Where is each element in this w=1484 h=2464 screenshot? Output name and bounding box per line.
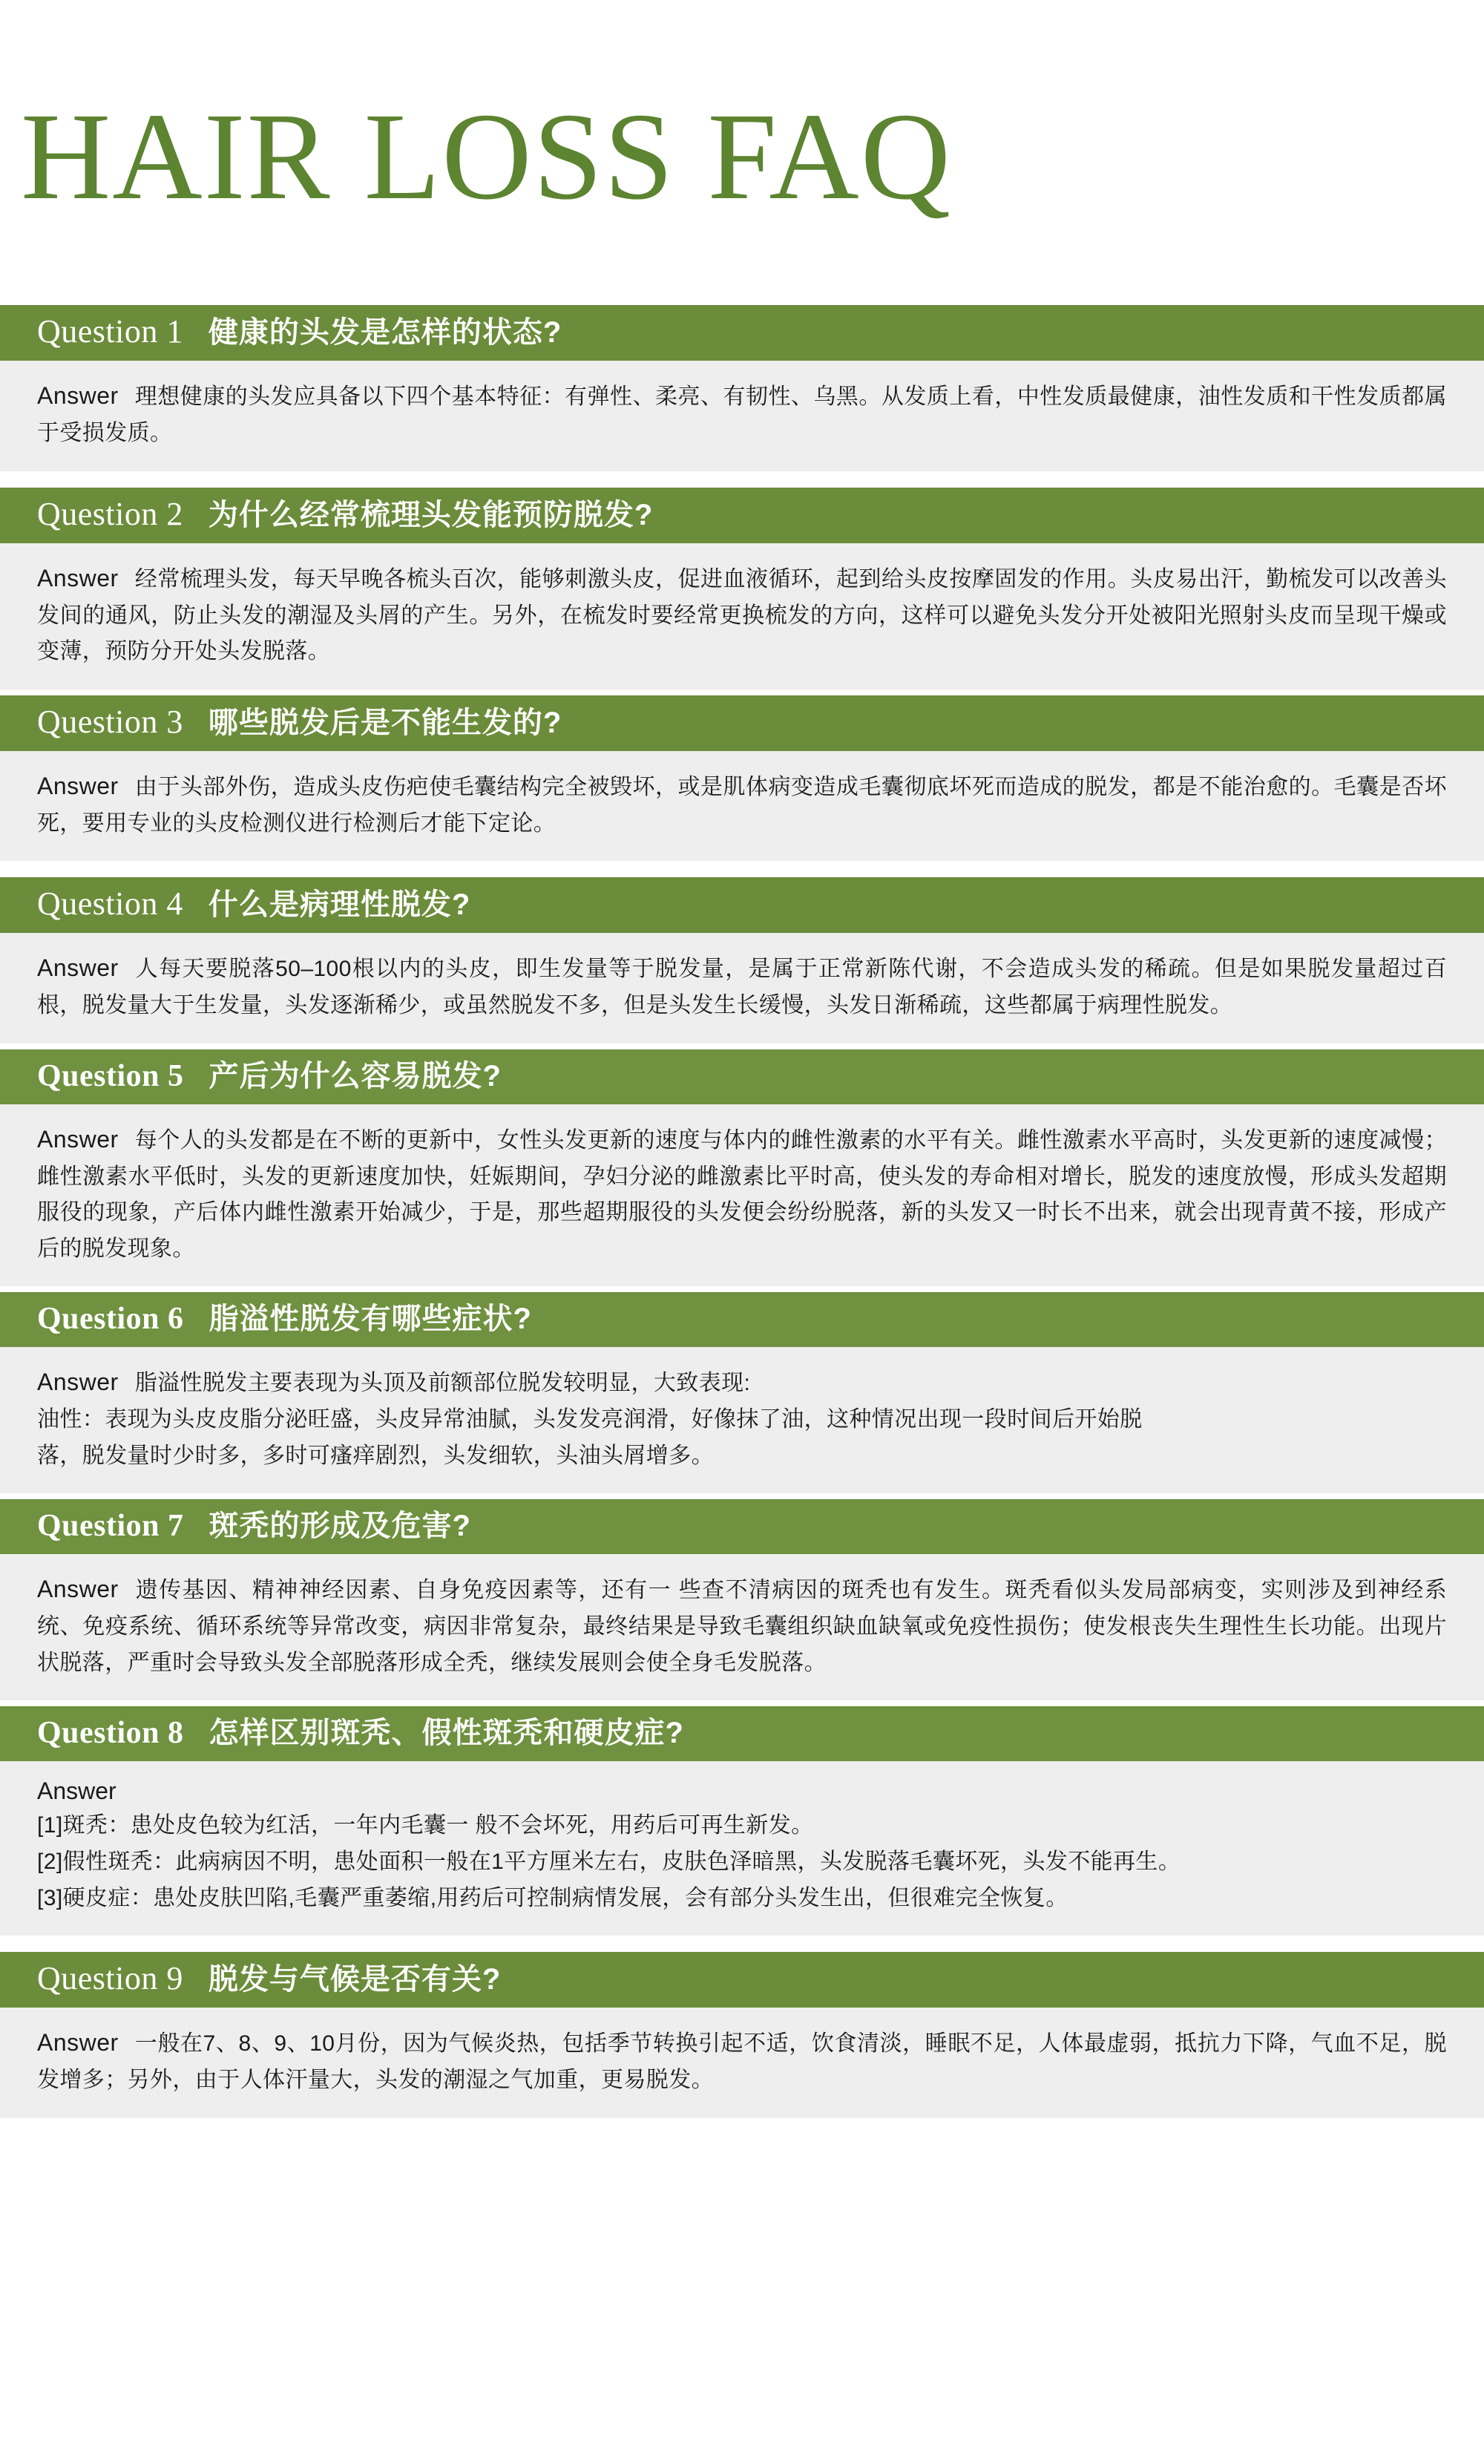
- answer-block-4: [0, 933, 1484, 1043]
- question-text: 脱发与气候是否有关?: [208, 1963, 502, 1996]
- answer-label: Answer: [37, 1576, 119, 1603]
- answer-text: 一般在7、8、9、10月份，因为气候炎热，包括季节转换引起不适，饮食清淡，睡眠不足，人体最虚弱，抵抗力下降，气血不足，脱发增多；另外，由于人体汗量大，头发的潮湿之气加重，更易脱发。: [37, 2031, 1447, 2093]
- page-title: HAIR LOSS FAQ: [21, 87, 953, 222]
- question-bar-7[interactable]: [0, 1499, 1484, 1554]
- answer-label: Answer: [37, 772, 119, 799]
- question-bar-3[interactable]: [0, 695, 1484, 751]
- divider: [0, 1700, 1484, 1706]
- answer-text: 脂溢性脱发主要表现为头顶及前额部位脱发较明显，大致表现:: [134, 1371, 751, 1396]
- answer-block-3: [0, 751, 1484, 861]
- question-label: Question 8: [37, 1716, 184, 1751]
- question-bar-4[interactable]: [0, 877, 1484, 933]
- question-text: 怎样区别斑秃、假性斑秃和硬皮症?: [209, 1717, 684, 1750]
- answer-paragraph: [37, 1570, 1447, 1681]
- question-bar-9[interactable]: [0, 1952, 1484, 2008]
- answer-block-1: [0, 361, 1484, 471]
- faq-list: [0, 305, 1484, 2117]
- question-text: 斑秃的形成及危害?: [209, 1510, 471, 1543]
- divider: [0, 1286, 1484, 1292]
- faq-item: [0, 305, 1484, 471]
- answer-label: Answer: [37, 564, 119, 592]
- answer-label: Answer: [37, 2029, 119, 2057]
- answer-text: 由于头部外伤，造成头皮伤疤使毛囊结构完全被毁坏，或是肌体病变造成毛囊彻底坏死而造成的脱发，都是不能治愈的。毛囊是否坏死，要用专业的头皮检测仪进行检测后才能下定论。: [37, 774, 1447, 836]
- answer-text: 经常梳理头发，每天早晚各梳头百次，能够刺激头皮，促进血液循环，起到给头皮按摩固发的作用。头皮易出汗，勤梳发可以改善头发间的通风，防止头发的潮湿及头屑的产生。另外，在梳发时要经常更换梳发的方向，这样可以避免头发分开处被阳光照射头皮而呈现干燥或变薄，预防分开处头发脱落。: [37, 566, 1447, 664]
- question-label: Question 5: [37, 1058, 184, 1093]
- answer-label: Answer: [37, 1777, 116, 1805]
- question-text: 什么是病理性脱发?: [208, 888, 471, 922]
- divider: [0, 689, 1484, 695]
- faq-item: [0, 1049, 1484, 1287]
- question-bar-8[interactable]: [0, 1706, 1484, 1761]
- question-label: Question 9: [37, 1960, 183, 1997]
- answer-text: 人每天要脱落50–100根以内的头皮，即生发量等于脱发量，是属于正常新陈代谢，不会造成头发的稀疏。但是如果脱发量超过百根，脱发量大于生发量，头发逐渐稀少，或虽然脱发不多，但是头发生长缓慢，头发日渐稀疏，这些都属于病理性脱发。: [37, 957, 1447, 1018]
- divider: [0, 861, 1484, 877]
- answer-block-9: [0, 2008, 1484, 2117]
- faq-item: [0, 488, 1484, 689]
- answer-block-6: [0, 1347, 1484, 1493]
- question-text: 脂溢性脱发有哪些症状?: [209, 1303, 532, 1336]
- question-text: 健康的头发是怎样的状态?: [208, 316, 562, 350]
- faq-page: [0, 84, 1484, 2148]
- question-text: 为什么经常梳理头发能预防脱发?: [208, 498, 654, 531]
- faq-item: [0, 1499, 1484, 1700]
- question-label: Question 7: [37, 1509, 184, 1544]
- answer-extra-line: [3]硬皮症：患处皮肤凹陷,毛囊严重萎缩,用药后可控制病情发展，会有部分头发生出，但很难完全恢复。: [37, 1885, 1068, 1910]
- answer-text: 每个人的头发都是在不断的更新中，女性头发更新的速度与体内的雌性激素的水平有关。雌性激素水平高时，头发更新的速度减慢；雌性激素水平低时，头发的更新速度加快，妊娠期间，孕妇分泌的雌激素比平时高，使头发的寿命相对增长，脱发的速度放慢，形成头发超期服役的现象，产后体内雌性激素开始减少，于是，那些超期服役的头发便会纷纷脱落，新的头发又一时长不出来，就会出现青黄不接，形成产后的脱发现象。: [37, 1127, 1447, 1261]
- answer-block-2: [0, 543, 1484, 689]
- question-text: 产后为什么容易脱发?: [209, 1059, 502, 1092]
- answer-paragraph: [37, 767, 1447, 842]
- answer-extra-line: 油性：表现为头皮皮脂分泌旺盛，头皮异常油腻，头发发亮润滑，好像抹了油，这种情况出现一段时间后开始脱: [37, 1407, 1143, 1432]
- answer-paragraph: [37, 1363, 1447, 1402]
- answer-text: 理想健康的头发应具备以下四个基本特征：有弹性、柔亮、有韧性、乌黑。从发质上看，中性发质最健康，油性发质和干性发质都属于受损发质。: [37, 384, 1447, 446]
- faq-item: [0, 877, 1484, 1043]
- faq-item: [0, 695, 1484, 861]
- answer-paragraph: [37, 1121, 1447, 1268]
- answer-label: Answer: [37, 954, 119, 982]
- answer-extra-line: 落，脱发量时少时多，多时可瘙痒剧烈，头发细软，头油头屑增多。: [37, 1443, 714, 1468]
- answer-paragraph: [37, 949, 1447, 1023]
- question-bar-2[interactable]: [0, 488, 1484, 543]
- divider: [0, 1493, 1484, 1499]
- answer-paragraph: [37, 2024, 1447, 2098]
- divider: [0, 1936, 1484, 1952]
- divider: [0, 471, 1484, 488]
- answer-block-7: [0, 1554, 1484, 1700]
- answer-block-8: [0, 1761, 1484, 1936]
- answer-label: Answer: [37, 1369, 119, 1396]
- question-bar-5[interactable]: [0, 1049, 1484, 1104]
- question-bar-1[interactable]: [0, 305, 1484, 361]
- question-bar-6[interactable]: [0, 1292, 1484, 1347]
- answer-block-5: [0, 1104, 1484, 1287]
- answer-paragraph: [37, 560, 1447, 670]
- question-label: Question 3: [37, 703, 183, 740]
- question-label: Question 4: [37, 885, 183, 923]
- faq-item: [0, 1292, 1484, 1493]
- faq-item: [0, 1706, 1484, 1936]
- answer-extra-line: [2]假性斑秃：此病病因不明，患处面积一般在1平方厘米左右，皮肤色泽暗黑，头发脱落毛囊坏死，头发不能再生。: [37, 1849, 1181, 1874]
- question-text: 哪些脱发后是不能生发的?: [208, 706, 562, 739]
- divider: [0, 1043, 1484, 1049]
- answer-label: Answer: [37, 382, 119, 410]
- answer-extra-line: [1]斑秃：患处皮色较为红活，一年内毛囊一 般不会坏死，用药后可再生新发。: [37, 1813, 814, 1838]
- question-label: Question 1: [37, 313, 183, 350]
- answer-text: 遗传基因、精神神经因素、自身免疫因素等，还有一 些查不清病因的斑秃也有发生。斑秃看似头发局部病变，实则涉及到神经系统、免疫系统、循环系统等异常改变，病因非常复杂，最终结果是导致毛囊组织缺血缺氧或免疫性损伤；使发根丧失生理性生长功能。出现片状脱落，严重时会导致头发全部脱落形成全秃，继续发展则会使全身毛发脱落。: [37, 1578, 1447, 1675]
- question-label: Question 6: [37, 1302, 184, 1337]
- answer-label: Answer: [37, 1125, 119, 1153]
- faq-item: [0, 1952, 1484, 2117]
- question-label: Question 2: [37, 495, 183, 532]
- answer-paragraph: [37, 377, 1447, 451]
